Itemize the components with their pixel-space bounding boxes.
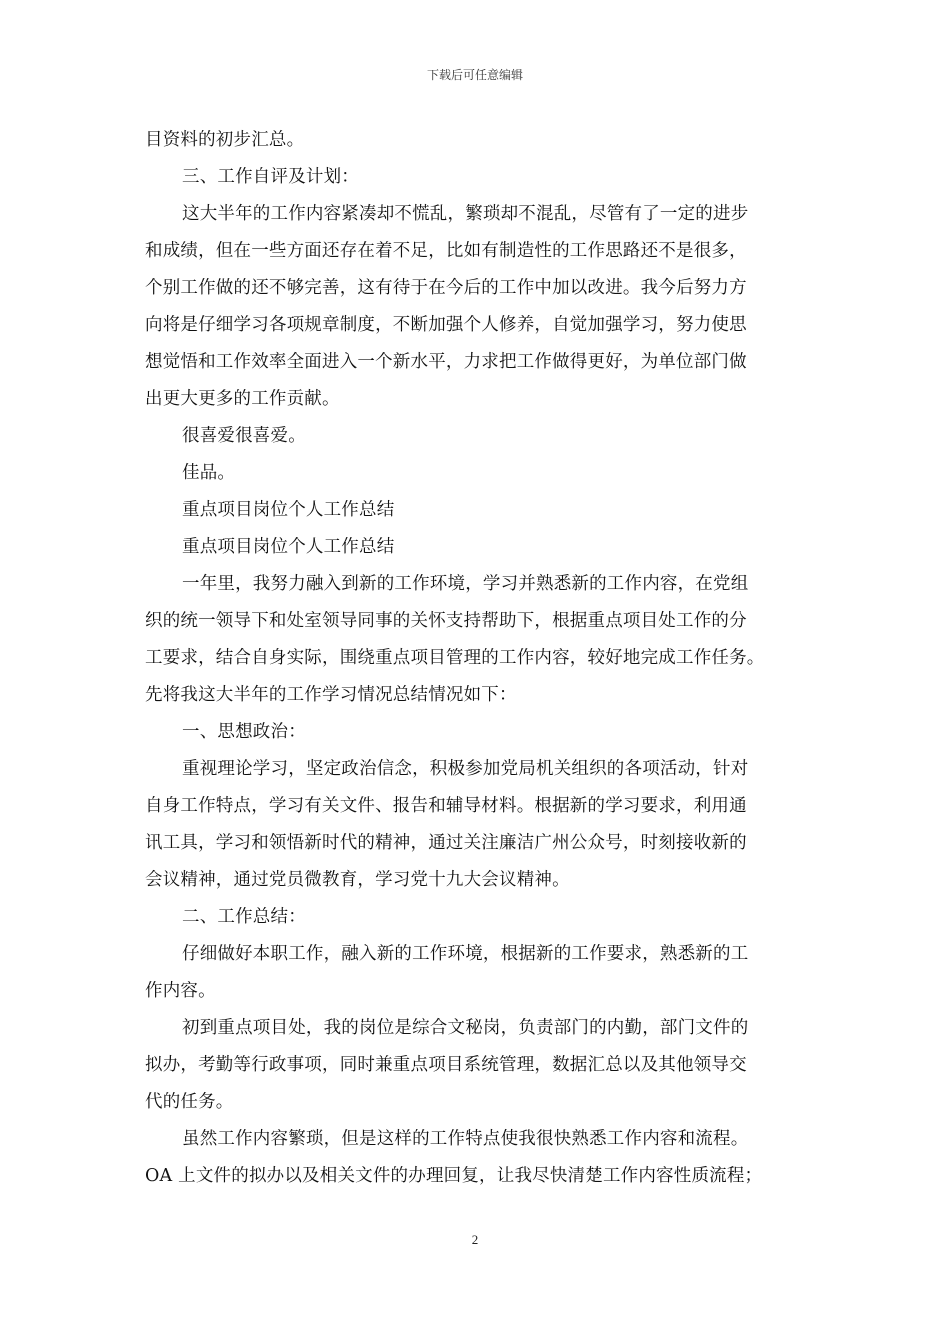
text-line: 仔细做好本职工作，融入新的工作环境，根据新的工作要求，熟悉新的工: [182, 944, 749, 964]
text-line: 向将是仔细学习各项规章制度，不断加强个人修养，自觉加强学习，努力使思: [145, 315, 747, 335]
text-line: 重视理论学习，坚定政治信念，积极参加党局机关组织的各项活动，针对: [182, 759, 749, 779]
page-number: 2: [471, 1232, 479, 1247]
text-line: 目资料的初步汇总。: [145, 130, 305, 150]
text-line: 这大半年的工作内容紧凑却不慌乱，繁琐却不混乱，尽管有了一定的进步: [182, 204, 749, 224]
text-line: 作内容。: [145, 981, 216, 1001]
text-line: 自身工作特点，学习有关文件、报告和辅导材料。根据新的学习要求，利用通: [145, 796, 747, 816]
text-line: 会议精神，通过党员微教育，学习党十九大会议精神。: [145, 870, 570, 890]
text-line: 代的任务。: [145, 1092, 234, 1112]
text-line: 重点项目岗位个人工作总结: [182, 537, 395, 557]
text-line: OA 上文件的拟办以及相关文件的办理回复，让我尽快清楚工作内容性质流程；: [145, 1166, 763, 1186]
text-line: 讯工具，学习和领悟新时代的精神，通过关注廉洁广州公众号，时刻接收新的: [145, 833, 747, 853]
text-line: 想觉悟和工作效率全面进入一个新水平，力求把工作做得更好，为单位部门做: [145, 352, 747, 372]
text-line: 虽然工作内容繁琐，但是这样的工作特点使我很快熟悉工作内容和流程。: [182, 1129, 749, 1149]
page-header: 下载后可任意编辑: [426, 68, 523, 82]
text-line: 重点项目岗位个人工作总结: [182, 500, 395, 520]
text-line: 工要求，结合自身实际，围绕重点项目管理的工作内容，较好地完成工作任务。: [145, 648, 765, 668]
text-line: 个别工作做的还不够完善，这有待于在今后的工作中加以改进。我今后努力方: [145, 278, 747, 298]
text-line: 先将我这大半年的工作学习情况总结情况如下：: [145, 685, 517, 705]
text-line: 三、工作自评及计划：: [182, 167, 359, 187]
document-body: [145, 122, 810, 1195]
text-line: 织的统一领导下和处室领导同事的关怀支持帮助下，根据重点项目处工作的分: [145, 611, 747, 631]
text-line: 初到重点项目处，我的岗位是综合文秘岗，负责部门的内勤，部门文件的: [182, 1018, 749, 1038]
text-line: 一、思想政治：: [182, 722, 306, 742]
text-line: 很喜爱很喜爱。: [182, 426, 306, 446]
text-line: 出更大更多的工作贡献。: [145, 389, 340, 409]
text-line: 和成绩，但在一些方面还存在着不足，比如有制造性的工作思路还不是很多，: [145, 241, 747, 261]
text-line: 二、工作总结：: [182, 907, 306, 927]
text-line: 佳品。: [182, 463, 236, 483]
text-line: 一年里，我努力融入到新的工作环境，学习并熟悉新的工作内容，在党组: [182, 574, 749, 594]
text-line: 拟办，考勤等行政事项，同时兼重点项目系统管理，数据汇总以及其他领导交: [145, 1055, 747, 1075]
